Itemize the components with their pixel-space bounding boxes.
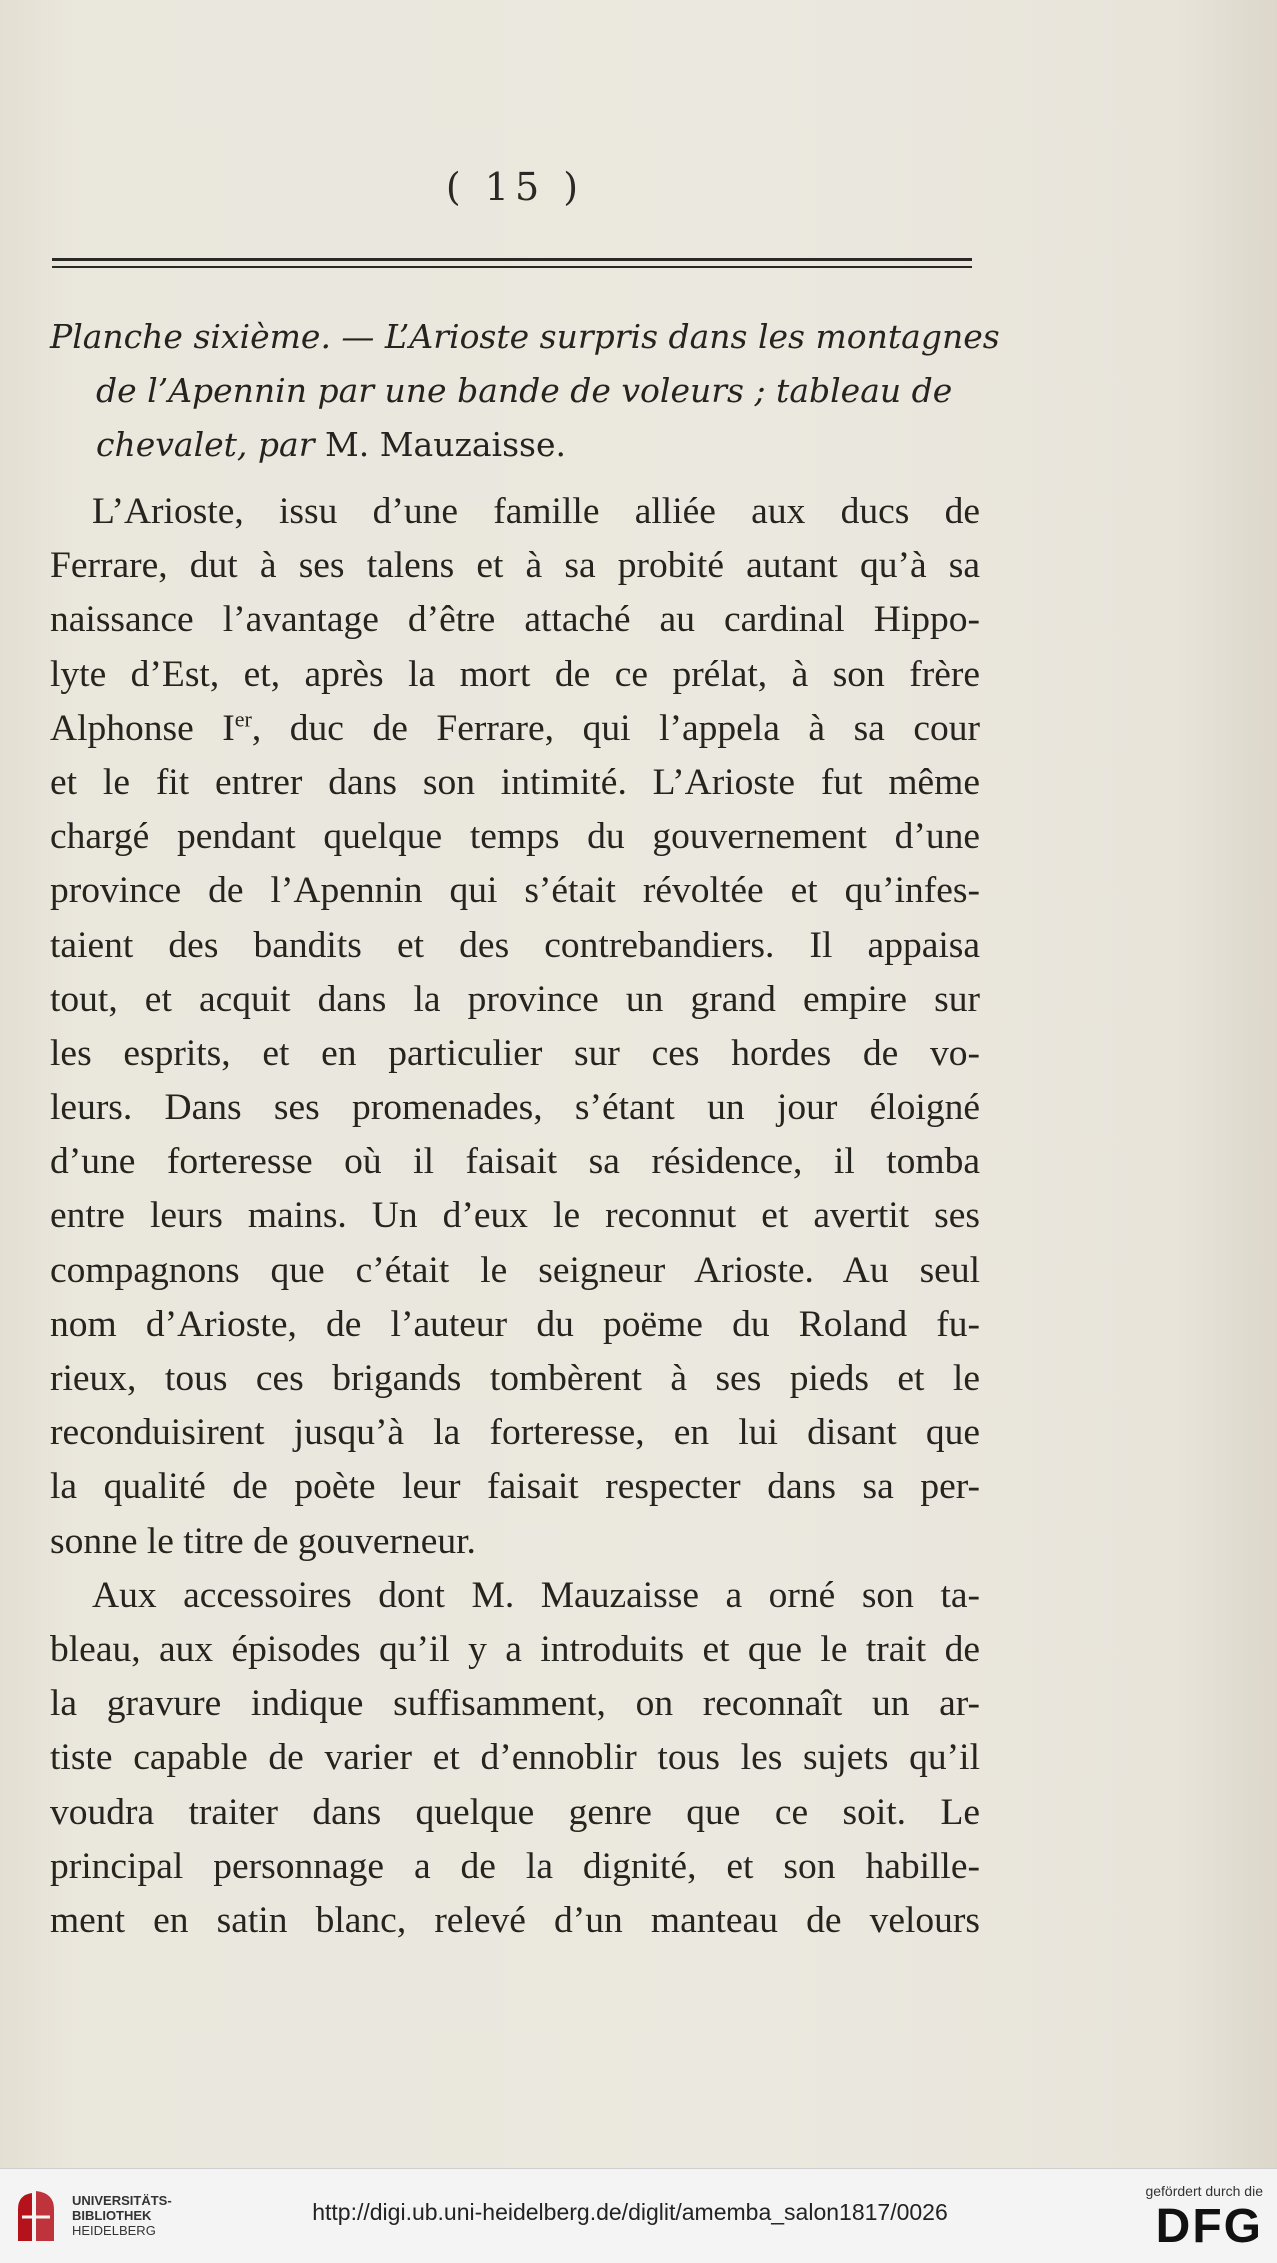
text-line: les esprits, et en particulier sur ces hordes de vo-: [50, 1032, 980, 1074]
text-line: lyte d’Est, et, après la mort de ce prélat, à son frère: [50, 653, 980, 695]
text-line: taient des bandits et des contrebandiers. Il appaisa: [50, 924, 980, 966]
text-line: province de l’Apennin qui s’était révoltée et qu’infes-: [50, 870, 980, 912]
text-line: leurs. Dans ses promenades, s’étant un jour éloigné: [50, 1087, 980, 1129]
text-line: la qualité de poète leur faisait respecter dans sa per-: [50, 1466, 980, 1508]
text-line: principal personnage a de la dignité, et son habille-: [50, 1845, 980, 1887]
plate-caption: [50, 310, 1000, 472]
viewer-footer: [0, 2168, 1277, 2263]
header-rule-thick: [52, 258, 972, 261]
text-line: naissance l’avantage d’être attaché au cardinal Hippo-: [50, 599, 980, 641]
caption-text: chevalet, par: [96, 425, 315, 464]
text-line: [50, 702, 980, 756]
page-number: ( 15 ): [445, 165, 585, 209]
text-line: compagnons que c’était le seigneur Arioste. Au seul: [50, 1249, 980, 1291]
dfg-logo: DFG: [1155, 2200, 1263, 2253]
text-line: bleau, aux épisodes qu’il y a introduits et que le trait de: [50, 1628, 980, 1670]
library-name-line: UNIVERSITÄTS-: [72, 2193, 172, 2208]
text-line: et le fit entrer dans son intimité. L’Arioste fut même: [50, 761, 980, 803]
header-rule-thin: [52, 266, 972, 268]
text-line: L’Arioste, issu d’une famille alliée aux ducs de: [92, 491, 980, 532]
body-text: [50, 485, 980, 1948]
text-line: Aux accessoires dont M. Mauzaisse a orné son ta-: [92, 1574, 980, 1616]
text-line: la gravure indique suffisamment, on reconnaît un ar-: [50, 1683, 980, 1725]
text-fragment: , duc de Ferrare, qui l’appela à sa cour: [251, 707, 980, 749]
text-line: voudra traiter dans quelque genre que ce soit. Le: [50, 1791, 980, 1833]
caption-line: Planche sixième. — L’Arioste surpris dans les montagnes: [50, 317, 1000, 356]
text-line: Ferrare, dut à ses talens et à sa probité autant qu’à sa: [50, 545, 980, 587]
funding-notice: [1123, 2183, 1263, 2253]
library-name-line: BIBLIOTHEK: [72, 2208, 152, 2223]
text-line: reconduisirent jusqu’à la forteresse, en lui disant que: [50, 1412, 980, 1454]
caption-line: [50, 418, 980, 472]
text-line: tout, et acquit dans la province un grand empire sur: [50, 978, 980, 1020]
text-line: chargé pendant quelque temps du gouvernement d’une: [50, 816, 980, 858]
caption-line: de l’Apennin par une bande de voleurs ; tableau de: [96, 371, 953, 410]
superscript: er: [234, 706, 252, 732]
text-line: rieux, tous ces brigands tombèrent à ses pieds et le: [50, 1358, 980, 1399]
permalink-url[interactable]: http://digi.ub.uni-heidelberg.de/diglit/amemba_salon1817/0026: [312, 2199, 948, 2225]
library-name-line: HEIDELBERG: [72, 2223, 156, 2238]
text-line: nom d’Arioste, de l’auteur du poëme du Roland fu-: [50, 1303, 980, 1345]
text-line: entre leurs mains. Un d’eux le reconnut et avertit ses: [50, 1195, 980, 1237]
library-name: [72, 2193, 172, 2238]
text-line: sonne le titre de gouverneur.: [50, 1520, 476, 1562]
university-logo-icon: [12, 2187, 60, 2247]
text-fragment: Alphonse I: [50, 707, 235, 749]
text-line: d’une forteresse où il faisait sa résidence, il tomba: [50, 1141, 980, 1183]
caption-author: M. Mauzaisse.: [324, 425, 566, 464]
text-line: tiste capable de varier et d’ennoblir tous les sujets qu’il: [50, 1737, 980, 1779]
text-line: ment en satin blanc, relevé d’un manteau de velours: [50, 1899, 980, 1941]
funding-label: gefördert durch die: [1145, 2183, 1263, 2199]
